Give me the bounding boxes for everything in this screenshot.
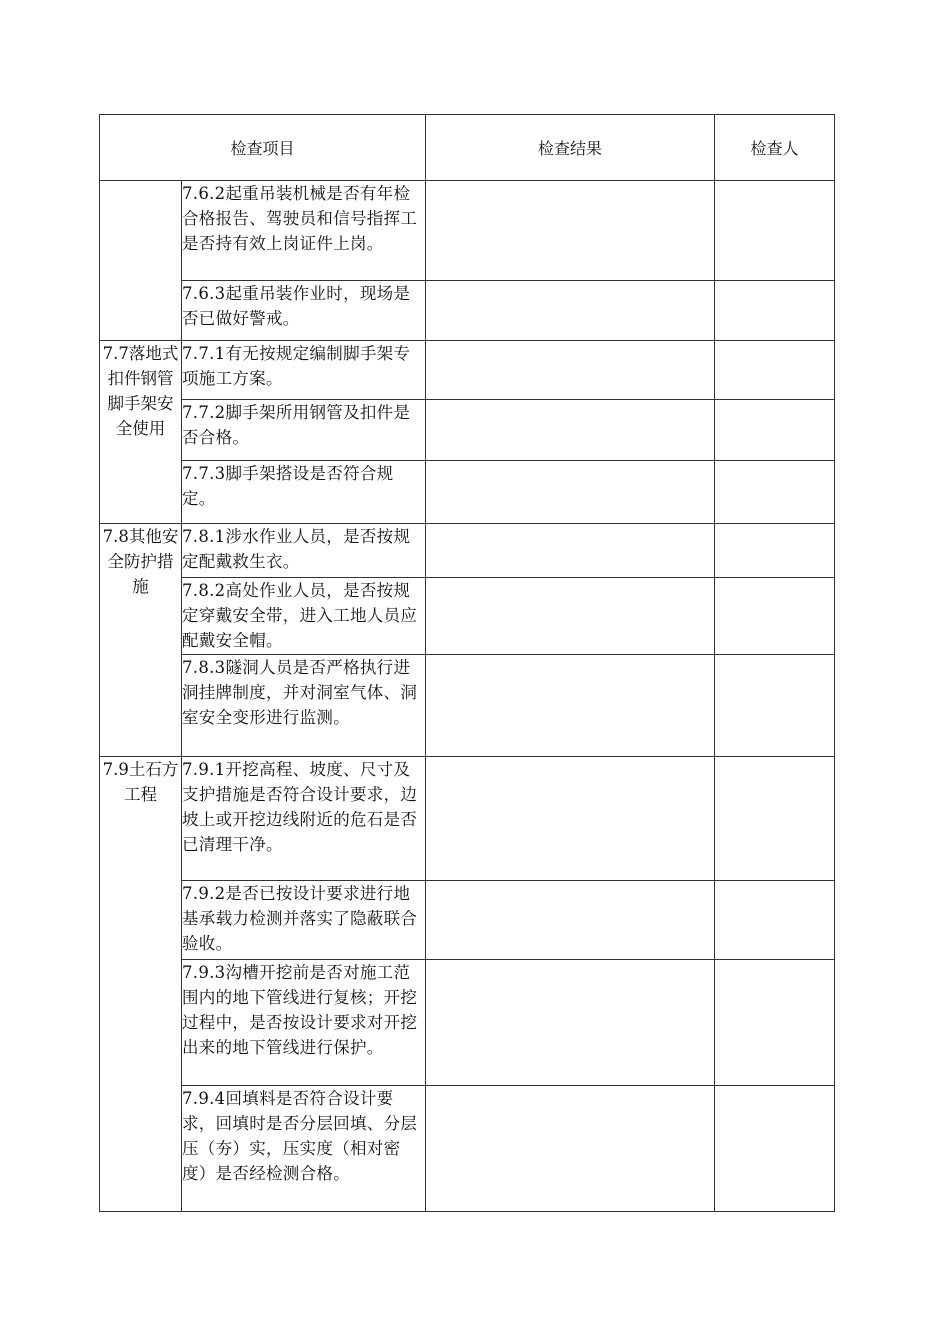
result-cell[interactable]: [426, 400, 715, 461]
inspector-cell[interactable]: [715, 341, 835, 400]
item-cell: 7.6.3起重吊装作业时，现场是否已做好警戒。: [182, 281, 426, 341]
category-cell: 7.8其他安全防护措施: [100, 524, 182, 757]
inspection-sheet: [99, 114, 835, 1212]
result-cell[interactable]: [426, 181, 715, 281]
category-cell: 7.9土石方工程: [100, 757, 182, 1212]
table-row: [100, 655, 835, 757]
table-row: [100, 341, 835, 400]
category-cell: [100, 181, 182, 341]
result-cell[interactable]: [426, 757, 715, 881]
inspector-cell[interactable]: [715, 281, 835, 341]
table-row: [100, 400, 835, 461]
inspector-cell[interactable]: [715, 181, 835, 281]
inspector-cell[interactable]: [715, 960, 835, 1086]
header-item: 检查项目: [100, 115, 426, 181]
item-cell: 7.9.4回填料是否符合设计要求，回填时是否分层回填、分层压（夯）实，压实度（相对密度）是否经检测合格。: [182, 1086, 426, 1212]
result-cell[interactable]: [426, 341, 715, 400]
table-row: [100, 181, 835, 281]
item-cell: 7.8.2高处作业人员，是否按规定穿戴安全带，进入工地人员应配戴安全帽。: [182, 578, 426, 655]
inspector-cell[interactable]: [715, 881, 835, 960]
table-row: [100, 461, 835, 524]
table-row: [100, 281, 835, 341]
header-result: 检查结果: [426, 115, 715, 181]
item-cell: 7.7.1有无按规定编制脚手架专项施工方案。: [182, 341, 426, 400]
item-cell: 7.7.2脚手架所用钢管及扣件是否合格。: [182, 400, 426, 461]
item-cell: 7.9.3沟槽开挖前是否对施工范围内的地下管线进行复核；开挖过程中，是否按设计要求对开挖出来的地下管线进行保护。: [182, 960, 426, 1086]
result-cell[interactable]: [426, 881, 715, 960]
header-inspector: 检查人: [715, 115, 835, 181]
result-cell[interactable]: [426, 578, 715, 655]
category-cell: 7.7落地式扣件钢管脚手架安全使用: [100, 341, 182, 524]
result-cell[interactable]: [426, 281, 715, 341]
table-row: [100, 881, 835, 960]
inspector-cell[interactable]: [715, 655, 835, 757]
result-cell[interactable]: [426, 960, 715, 1086]
item-cell: 7.8.3隧洞人员是否严格执行进洞挂牌制度，并对洞室气体、洞室安全变形进行监测。: [182, 655, 426, 757]
item-cell: 7.6.2起重吊装机械是否有年检合格报告、驾驶员和信号指挥工是否持有效上岗证件上岗。: [182, 181, 426, 281]
inspection-table: [99, 114, 835, 1212]
inspector-cell[interactable]: [715, 757, 835, 881]
table-row: [100, 757, 835, 881]
table-row: [100, 1086, 835, 1212]
inspector-cell[interactable]: [715, 461, 835, 524]
result-cell[interactable]: [426, 524, 715, 578]
result-cell[interactable]: [426, 1086, 715, 1212]
table-row: [100, 524, 835, 578]
item-cell: 7.8.1涉水作业人员，是否按规定配戴救生衣。: [182, 524, 426, 578]
inspector-cell[interactable]: [715, 1086, 835, 1212]
result-cell[interactable]: [426, 655, 715, 757]
item-cell: 7.9.1开挖高程、坡度、尺寸及支护措施是否符合设计要求，边坡上或开挖边线附近的危石是否已清理干净。: [182, 757, 426, 881]
inspector-cell[interactable]: [715, 578, 835, 655]
result-cell[interactable]: [426, 461, 715, 524]
inspector-cell[interactable]: [715, 400, 835, 461]
header-row: [100, 115, 835, 181]
inspector-cell[interactable]: [715, 524, 835, 578]
item-cell: 7.9.2是否已按设计要求进行地基承载力检测并落实了隐蔽联合验收。: [182, 881, 426, 960]
table-row: [100, 578, 835, 655]
item-cell: 7.7.3脚手架搭设是否符合规定。: [182, 461, 426, 524]
table-row: [100, 960, 835, 1086]
